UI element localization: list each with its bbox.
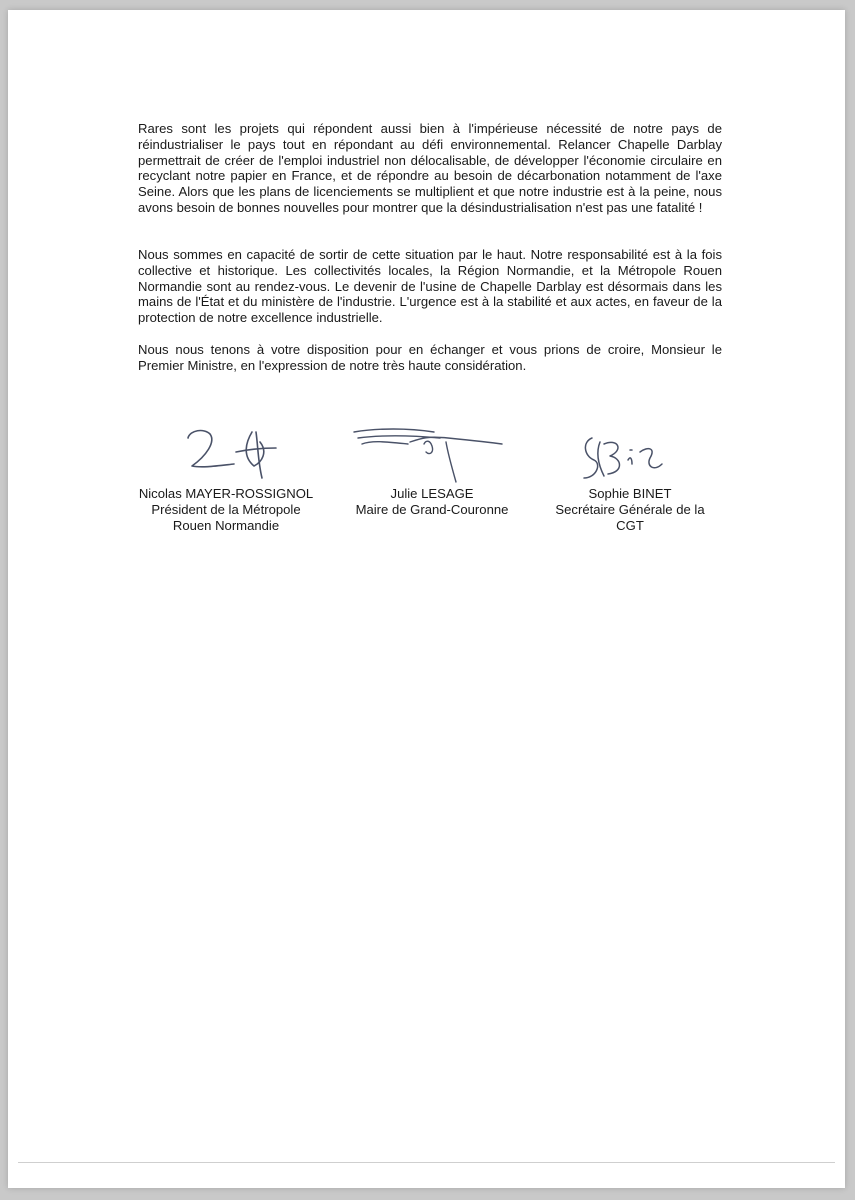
signatory-block-2 (332, 486, 532, 518)
letter-paragraph-1: Rares sont les projets qui répondent aussi bien à l'impérieuse nécessité de notre pays de réindustrialiser le pays tout en répondant au défi environnemental. Relancer Chapelle Darblay permettrait de créer de l'emploi industriel non délocalisable, de développer l'économie circulaire en recyclant notre papier en France, et de répondre au besoin de décarbonation notamment de l'axe Seine. Alors que les plans de licenciements se multiplient et que notre industrie est à la peine, nous avons besoin de bonnes nouvelles pour montrer que la désindustrialisation n'est pas une fatalité ! (138, 121, 722, 215)
signatory-title: Secrétaire Générale de la (555, 501, 705, 517)
signatory-title: Rouen Normandie (172, 517, 280, 533)
signatory-title: Président de la Métropole (151, 501, 301, 517)
signature-lesage (348, 422, 508, 484)
signatory-title: CGT (616, 517, 644, 533)
signature-binet (574, 428, 674, 488)
letter-page (8, 10, 845, 1188)
letter-paragraph-2: Nous sommes en capacité de sortir de cette situation par le haut. Notre responsabilité est à la fois collective et historique. Les collectivités locales, la Région Normandie, et la Métropole Rouen Normandie sont au rendez-vous. Le devenir de l'usine de Chapelle Darblay est désormais dans les mains de l'État et du ministère de l'industrie. L'urgence est à la stabilité et aux actes, en faveur de la protection de notre excellence industrielle. (138, 247, 722, 326)
page-bottom-divider (18, 1162, 835, 1163)
signatory-name: Nicolas MAYER-ROSSIGNOL (138, 486, 314, 501)
signatory-block-3 (530, 486, 730, 533)
letter-paragraph-3: Nous nous tenons à votre disposition pour en échanger et vous prions de croire, Monsieur le Premier Ministre, en l'expression de notre très haute considération. (138, 342, 722, 373)
signatory-name: Julie LESAGE (390, 486, 474, 501)
signature-mayer-rossignol (176, 422, 286, 482)
signatory-title: Maire de Grand-Couronne (355, 501, 509, 517)
signatory-block-1 (126, 486, 326, 533)
signatory-name: Sophie BINET (588, 486, 672, 501)
